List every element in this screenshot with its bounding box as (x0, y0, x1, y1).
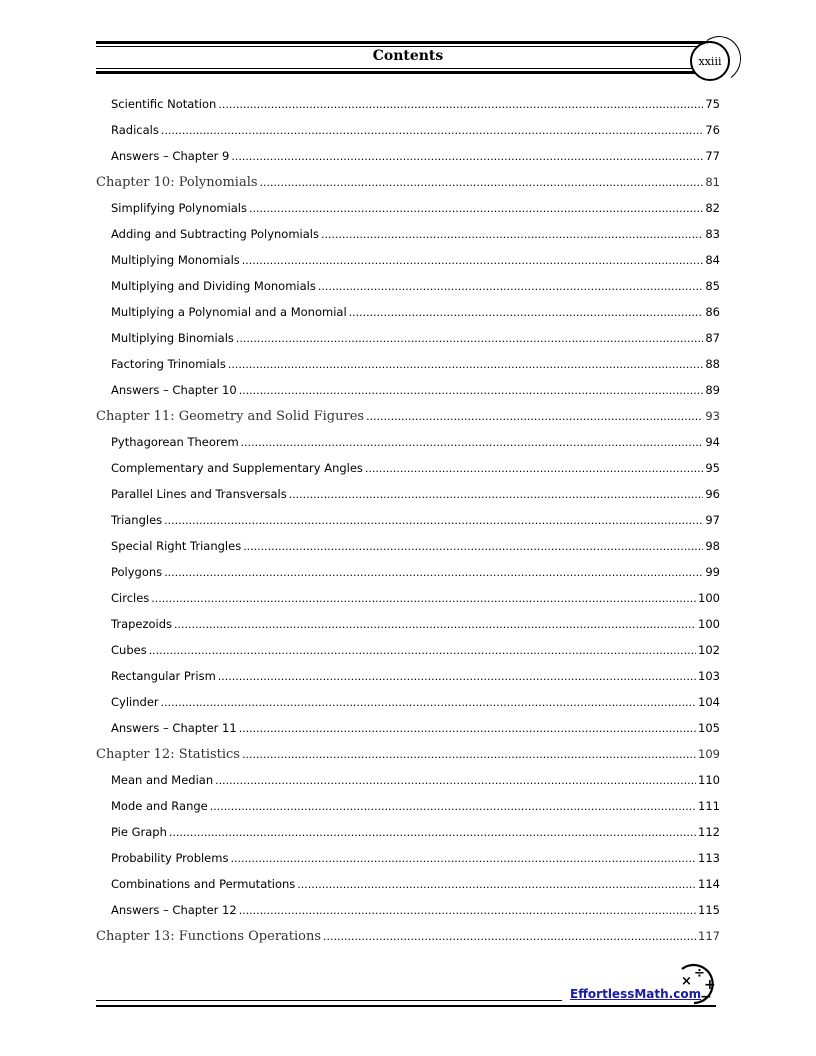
toc-entry[interactable] (111, 253, 720, 267)
toc-entry-page: 76 (705, 123, 720, 137)
svg-text:−: − (700, 989, 712, 1005)
toc-entry-label: Factoring Trinomials (111, 357, 226, 371)
dot-leader (289, 487, 704, 501)
dot-leader (161, 123, 704, 137)
dot-leader (230, 851, 696, 865)
toc-entry-label: Circles (111, 591, 150, 605)
toc-entry-page: 87 (705, 331, 720, 345)
toc-entry-page: 105 (698, 721, 720, 735)
dot-leader (218, 669, 696, 683)
toc-entry-label: Pie Graph (111, 825, 167, 839)
dot-leader (239, 721, 696, 735)
svg-text:÷: ÷ (694, 966, 705, 981)
toc-entry-page: 81 (705, 175, 720, 189)
toc-entry-label: Chapter 11: Geometry and Solid Figures (96, 409, 365, 424)
toc-entry-page: 83 (705, 227, 720, 241)
dot-leader (297, 877, 696, 891)
toc-entry-label: Chapter 10: Polynomials (96, 175, 258, 190)
toc-entry[interactable] (111, 539, 720, 553)
page-number: xxiii (698, 54, 722, 68)
svg-text:×: × (681, 974, 692, 989)
toc-entry-page: 115 (698, 903, 720, 917)
dot-leader (349, 305, 704, 319)
toc-entry[interactable] (111, 357, 720, 371)
page-number-badge (690, 41, 730, 81)
dot-leader (231, 149, 703, 163)
dot-leader (218, 97, 703, 111)
dot-leader (174, 617, 696, 631)
toc-entry[interactable] (111, 851, 720, 865)
toc-entry-label: Answers – Chapter 12 (111, 903, 237, 917)
toc-entry-label: Mean and Median (111, 773, 214, 787)
toc-entry-page: 89 (705, 383, 720, 397)
toc-entry-page: 96 (705, 487, 720, 501)
header-rule-top (96, 41, 712, 44)
toc-entry-page: 103 (698, 669, 720, 683)
toc-entry[interactable] (111, 97, 720, 111)
toc-entry-page: 94 (705, 435, 720, 449)
toc-entry-label: Complementary and Supplementary Angles (111, 461, 363, 475)
toc-entry[interactable] (111, 825, 720, 839)
dot-leader (149, 643, 696, 657)
toc-entry-page: 84 (705, 253, 720, 267)
toc-entry[interactable] (111, 201, 720, 215)
toc-entry-label: Scientific Notation (111, 97, 217, 111)
dot-leader (260, 175, 704, 190)
toc-chapter-entry[interactable] (96, 747, 720, 762)
toc-chapter-entry[interactable] (96, 409, 720, 424)
toc-entry-label: Pythagorean Theorem (111, 435, 239, 449)
dot-leader (323, 929, 696, 944)
toc-entry[interactable] (111, 773, 720, 787)
dot-leader (228, 357, 704, 371)
toc-entry-page: 97 (705, 513, 720, 527)
footer-rule-thin-2 (468, 1000, 562, 1001)
toc-entry-page: 88 (705, 357, 720, 371)
website-link[interactable]: EffortlessMath.com (570, 987, 702, 1001)
toc-entry-label: Triangles (111, 513, 163, 527)
toc-entry-page: 110 (698, 773, 720, 787)
dot-leader (241, 435, 704, 449)
toc-entry-label: Cubes (111, 643, 147, 657)
toc-entry-label: Multiplying Binomials (111, 331, 234, 345)
dot-leader (365, 461, 703, 475)
toc-entry-label: Adding and Subtracting Polynomials (111, 227, 319, 241)
toc-entry-page: 93 (705, 409, 720, 423)
footer-rule (96, 1005, 716, 1007)
dot-leader (243, 539, 703, 553)
page-title: Contents (372, 48, 444, 64)
toc-entry-label: Probability Problems (111, 851, 229, 865)
toc-entry-page: 82 (705, 201, 720, 215)
toc-entry-page: 95 (705, 461, 720, 475)
toc-entry[interactable] (111, 383, 720, 397)
toc-entry[interactable] (111, 903, 720, 917)
toc-entry-label: Combinations and Permutations (111, 877, 296, 891)
toc-entry-page: 75 (705, 97, 720, 111)
toc-entry[interactable] (111, 695, 720, 709)
header-rule-top-thin (96, 46, 712, 47)
dot-leader (164, 565, 703, 579)
toc-entry-label: Multiplying a Polynomial and a Monomial (111, 305, 347, 319)
header-rule-bottom (96, 71, 712, 74)
dot-leader (161, 695, 696, 709)
toc-entry-label: Parallel Lines and Transversals (111, 487, 287, 501)
toc-entry[interactable] (111, 565, 720, 579)
toc-entry-label: Multiplying and Dividing Monomials (111, 279, 316, 293)
toc-entry-page: 117 (698, 929, 720, 943)
dot-leader (249, 201, 703, 215)
toc-entry[interactable] (111, 461, 720, 475)
toc-entry-page: 109 (698, 747, 720, 761)
toc-entry-label: Rectangular Prism (111, 669, 216, 683)
toc-chapter-entry[interactable] (96, 929, 720, 944)
toc-entry[interactable] (111, 123, 720, 137)
toc-entry-page: 85 (705, 279, 720, 293)
toc-entry-label: Answers – Chapter 9 (111, 149, 230, 163)
toc-entry[interactable] (111, 435, 720, 449)
toc-entry-label: Polygons (111, 565, 163, 579)
toc-entry-label: Answers – Chapter 10 (111, 383, 237, 397)
toc-entry[interactable] (111, 721, 720, 735)
dot-leader (242, 747, 696, 762)
toc-entry-label: Answers – Chapter 11 (111, 721, 237, 735)
toc-entry-page: 114 (698, 877, 720, 891)
toc-entry[interactable] (111, 799, 720, 813)
toc-entry[interactable] (111, 643, 720, 657)
dot-leader (164, 513, 703, 527)
toc-entry-label: Simplifying Polynomials (111, 201, 247, 215)
toc-entry-page: 111 (698, 799, 720, 813)
toc-chapter-entry[interactable] (96, 175, 720, 190)
toc-entry-page: 86 (705, 305, 720, 319)
toc-entry[interactable] (111, 149, 720, 163)
dot-leader (215, 773, 696, 787)
toc-entry-label: Chapter 13: Functions Operations (96, 929, 322, 944)
toc-entry-page: 98 (705, 539, 720, 553)
toc-entry[interactable] (111, 591, 720, 605)
toc-entry-page: 99 (705, 565, 720, 579)
toc-entry-label: Cylinder (111, 695, 159, 709)
dot-leader (318, 279, 704, 293)
toc-entry-label: Mode and Range (111, 799, 208, 813)
dot-leader (242, 253, 704, 267)
math-operators-logo-icon (674, 963, 718, 1005)
dot-leader (321, 227, 703, 241)
svg-text:+: + (704, 977, 716, 993)
header-rule-bottom-thin (96, 68, 712, 69)
toc-entry[interactable] (111, 305, 720, 319)
toc-entry[interactable] (111, 617, 720, 631)
toc-entry[interactable] (111, 487, 720, 501)
toc-entry[interactable] (111, 877, 720, 891)
toc-entry-page: 77 (705, 149, 720, 163)
dot-leader (236, 331, 703, 345)
toc-entry-label: Radicals (111, 123, 159, 137)
toc-entry-page: 112 (698, 825, 720, 839)
toc-entry[interactable] (111, 513, 720, 527)
toc-entry[interactable] (111, 669, 720, 683)
dot-leader (169, 825, 696, 839)
dot-leader (210, 799, 696, 813)
toc-entry-page: 100 (698, 591, 720, 605)
toc-entry-label: Trapezoids (111, 617, 173, 631)
dot-leader (151, 591, 696, 605)
dot-leader (239, 903, 696, 917)
toc-entry-page: 100 (698, 617, 720, 631)
toc-entry[interactable] (111, 227, 720, 241)
toc-entry-page: 102 (698, 643, 720, 657)
toc-entry-label: Chapter 12: Statistics (96, 747, 240, 762)
dot-leader (239, 383, 704, 397)
toc-entry[interactable] (111, 331, 720, 345)
dot-leader (366, 409, 703, 424)
toc-entry[interactable] (111, 279, 720, 293)
toc-entry-page: 113 (698, 851, 720, 865)
toc-entry-label: Multiplying Monomials (111, 253, 240, 267)
toc-entry-label: Special Right Triangles (111, 539, 242, 553)
toc-entry-page: 104 (698, 695, 720, 709)
